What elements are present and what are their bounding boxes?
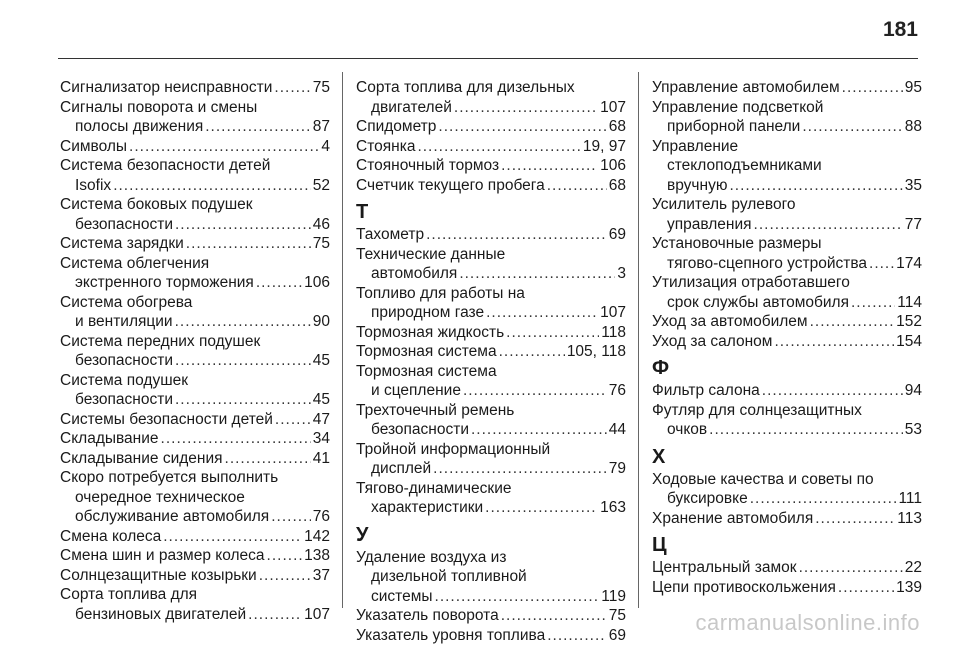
index-entry xyxy=(356,362,626,401)
entry-text: Цепи противоскольжения xyxy=(652,578,836,598)
entry-text-line: Установочные размеры xyxy=(652,234,922,254)
entry-page-ref: 47 xyxy=(313,410,330,430)
entry-page-ref: 41 xyxy=(313,449,330,469)
entry-page-ref: 3 xyxy=(617,264,626,284)
watermark: carmanualsonline.info xyxy=(695,610,920,636)
entry-page-ref: 52 xyxy=(313,176,330,196)
dot-leader xyxy=(547,176,607,196)
dot-leader xyxy=(435,587,600,607)
entry-page-ref: 77 xyxy=(905,215,922,235)
entry-page-ref: 79 xyxy=(609,459,626,479)
entry-page-ref: 119 xyxy=(601,587,626,607)
section-letter: Т xyxy=(356,201,626,223)
dot-leader xyxy=(175,351,311,371)
index-entry xyxy=(356,401,626,440)
entry-text: Управление автомобилем xyxy=(652,78,840,98)
entry-text: Стояночный тормоз xyxy=(356,156,499,176)
index-entry xyxy=(60,234,330,254)
dot-leader xyxy=(501,606,607,626)
entry-text: приборной панели xyxy=(667,117,800,137)
entry-text: полосы движения xyxy=(75,117,203,137)
index-entry xyxy=(356,606,626,626)
page-number: 181 xyxy=(883,18,918,42)
index-entry xyxy=(356,156,626,176)
entry-page-ref: 69 xyxy=(609,225,626,245)
index-entry xyxy=(356,284,626,323)
dot-leader xyxy=(205,117,311,137)
dot-leader xyxy=(485,498,598,518)
entry-text-line: Система безопасности детей xyxy=(60,156,330,176)
entry-page-ref: 69 xyxy=(609,626,626,645)
entry-page-ref: 76 xyxy=(313,507,330,527)
index-entry xyxy=(356,137,626,157)
entry-text: Фильтр салона xyxy=(652,381,760,401)
index-column-3 xyxy=(652,78,922,597)
index-entry xyxy=(60,254,330,293)
entry-page-ref: 105, 118 xyxy=(567,342,626,362)
dot-leader xyxy=(838,578,894,598)
entry-page-ref: 45 xyxy=(313,351,330,371)
index-entry xyxy=(356,117,626,137)
entry-page-ref: 113 xyxy=(897,509,922,529)
entry-text-line: Удаление воздуха из xyxy=(356,548,626,568)
entry-text: безопасности xyxy=(75,390,173,410)
index-entry xyxy=(356,548,626,607)
dot-leader xyxy=(129,137,319,157)
entry-text: Смена колеса xyxy=(60,527,161,547)
entry-text-line: Ходовые качества и советы по xyxy=(652,470,922,490)
dot-leader xyxy=(454,98,598,118)
index-entry xyxy=(652,312,922,332)
dot-leader xyxy=(161,429,311,449)
entry-text: управления xyxy=(667,215,752,235)
dot-leader xyxy=(274,78,310,98)
entry-page-ref: 46 xyxy=(313,215,330,235)
entry-text: Указатель уровня топлива xyxy=(356,626,545,645)
entry-text-line: Сорта топлива для xyxy=(60,585,330,605)
entry-text-line: Технические данные xyxy=(356,245,626,265)
entry-page-ref: 90 xyxy=(313,312,330,332)
index-entry xyxy=(356,78,626,117)
entry-text: дисплей xyxy=(371,459,431,479)
entry-text-line: Система обогрева xyxy=(60,293,330,313)
index-entry xyxy=(60,449,330,469)
index-column-1 xyxy=(60,78,330,624)
entry-text: характеристики xyxy=(371,498,483,518)
entry-page-ref: 75 xyxy=(609,606,626,626)
index-entry xyxy=(652,234,922,273)
dot-leader xyxy=(750,489,897,509)
header-rule xyxy=(58,58,918,59)
entry-text-line: Тягово-динамические xyxy=(356,479,626,499)
dot-leader xyxy=(259,566,311,586)
entry-page-ref: 22 xyxy=(905,558,922,578)
dot-leader xyxy=(762,381,903,401)
entry-text: Хранение автомобиля xyxy=(652,509,813,529)
dot-leader xyxy=(175,215,311,235)
index-entry xyxy=(356,323,626,343)
entry-text: Тормозная система xyxy=(356,342,497,362)
dot-leader xyxy=(175,390,311,410)
entry-text: тягово-сцепного устройства xyxy=(667,254,867,274)
entry-text-line: Усилитель рулевого xyxy=(652,195,922,215)
index-entry xyxy=(60,195,330,234)
index-column-2 xyxy=(356,78,626,645)
index-entry xyxy=(60,78,330,98)
entry-text-line: Сигналы поворота и смены xyxy=(60,98,330,118)
dot-leader xyxy=(499,342,565,362)
entry-page-ref: 76 xyxy=(609,381,626,401)
index-entry xyxy=(652,137,922,196)
dot-leader xyxy=(810,312,895,332)
index-entry xyxy=(652,470,922,509)
entry-text-line: Трехточечный ремень xyxy=(356,401,626,421)
entry-text: Тормозная жидкость xyxy=(356,323,504,343)
entry-page-ref: 154 xyxy=(896,332,922,352)
entry-text-line: Топливо для работы на xyxy=(356,284,626,304)
entry-text: безопасности xyxy=(371,420,469,440)
dot-leader xyxy=(459,264,615,284)
index-entry xyxy=(652,578,922,598)
dot-leader xyxy=(256,273,302,293)
index-entry xyxy=(356,176,626,196)
section-letter: У xyxy=(356,524,626,546)
entry-page-ref: 68 xyxy=(609,117,626,137)
entry-page-ref: 107 xyxy=(304,605,330,625)
dot-leader xyxy=(754,215,903,235)
entry-text: системы xyxy=(371,587,433,607)
index-entry xyxy=(60,137,330,157)
entry-text: очков xyxy=(667,420,707,440)
entry-page-ref: 152 xyxy=(896,312,922,332)
entry-text: Спидометр xyxy=(356,117,436,137)
entry-text: и сцепление xyxy=(371,381,461,401)
entry-text: Солнцезащитные козырьки xyxy=(60,566,257,586)
entry-text: Стоянка xyxy=(356,137,415,157)
dot-leader xyxy=(709,420,903,440)
index-entry xyxy=(356,626,626,645)
dot-leader xyxy=(163,527,302,547)
index-entry xyxy=(60,429,330,449)
entry-page-ref: 138 xyxy=(304,546,330,566)
entry-page-ref: 75 xyxy=(313,78,330,98)
entry-text: Центральный замок xyxy=(652,558,797,578)
index-entry xyxy=(652,401,922,440)
entry-text: Счетчик текущего пробега xyxy=(356,176,545,196)
dot-leader xyxy=(113,176,311,196)
entry-page-ref: 34 xyxy=(313,429,330,449)
entry-page-ref: 163 xyxy=(600,498,626,518)
entry-text: Складывание xyxy=(60,429,159,449)
index-entry xyxy=(60,332,330,371)
index-entry xyxy=(652,78,922,98)
dot-leader xyxy=(851,293,895,313)
index-entry xyxy=(60,585,330,624)
dot-leader xyxy=(248,605,302,625)
index-entry xyxy=(356,440,626,479)
index-entry xyxy=(652,195,922,234)
entry-text-line: Футляр для солнцезащитных xyxy=(652,401,922,421)
entry-text-line: Система облегчения xyxy=(60,254,330,274)
entry-page-ref: 111 xyxy=(898,489,922,509)
entry-text: обслуживание автомобиля xyxy=(75,507,269,527)
column-divider xyxy=(638,72,639,608)
index-entry xyxy=(60,293,330,332)
dot-leader xyxy=(275,410,311,430)
entry-text: Система зарядки xyxy=(60,234,184,254)
index-entry xyxy=(60,156,330,195)
entry-page-ref: 37 xyxy=(313,566,330,586)
entry-text: Уход за автомобилем xyxy=(652,312,808,332)
entry-text: Isofix xyxy=(75,176,111,196)
entry-text: двигателей xyxy=(371,98,452,118)
index-entry xyxy=(652,273,922,312)
dot-leader xyxy=(433,459,607,479)
dot-leader xyxy=(842,78,903,98)
entry-text-line: Сорта топлива для дизельных xyxy=(356,78,626,98)
entry-text: буксировке xyxy=(667,489,748,509)
entry-page-ref: 174 xyxy=(896,254,922,274)
index-entry xyxy=(652,509,922,529)
entry-page-ref: 142 xyxy=(304,527,330,547)
dot-leader xyxy=(729,176,902,196)
column-divider xyxy=(342,72,343,608)
entry-page-ref: 75 xyxy=(313,234,330,254)
section-letter: Ц xyxy=(652,534,922,556)
dot-leader xyxy=(547,626,607,645)
entry-text-line: Управление подсветкой xyxy=(652,98,922,118)
index-entry xyxy=(60,468,330,527)
entry-page-ref: 106 xyxy=(304,273,330,293)
index-entry xyxy=(60,98,330,137)
dot-leader xyxy=(417,137,580,157)
index-entry xyxy=(60,527,330,547)
dot-leader xyxy=(506,323,599,343)
entry-text: срок службы автомобиля xyxy=(667,293,849,313)
entry-page-ref: 35 xyxy=(905,176,922,196)
entry-text: и вентиляции xyxy=(75,312,173,332)
entry-text: безопасности xyxy=(75,351,173,371)
dot-leader xyxy=(802,117,902,137)
entry-page-ref: 107 xyxy=(600,98,626,118)
index-entry xyxy=(356,225,626,245)
entry-text: Системы безопасности детей xyxy=(60,410,273,430)
entry-text: природном газе xyxy=(371,303,484,323)
dot-leader xyxy=(438,117,606,137)
entry-page-ref: 88 xyxy=(905,117,922,137)
dot-leader xyxy=(471,420,607,440)
entry-text: Смена шин и размер колеса xyxy=(60,546,265,566)
index-entry xyxy=(652,558,922,578)
index-entry xyxy=(356,342,626,362)
index-entry xyxy=(60,410,330,430)
entry-page-ref: 4 xyxy=(321,137,330,157)
dot-leader xyxy=(774,332,894,352)
entry-text: Складывание сидения xyxy=(60,449,223,469)
entry-text-line: дизельной топливной xyxy=(356,567,626,587)
entry-page-ref: 45 xyxy=(313,390,330,410)
dot-leader xyxy=(175,312,311,332)
entry-page-ref: 95 xyxy=(905,78,922,98)
entry-page-ref: 53 xyxy=(905,420,922,440)
entry-page-ref: 87 xyxy=(313,117,330,137)
entry-text-line: Управление xyxy=(652,137,922,157)
entry-text-line: стеклоподъемниками xyxy=(652,156,922,176)
entry-text: вручную xyxy=(667,176,727,196)
section-letter: Ф xyxy=(652,357,922,379)
entry-text: Указатель поворота xyxy=(356,606,499,626)
entry-text-line: Утилизация отработавшего xyxy=(652,273,922,293)
dot-leader xyxy=(869,254,894,274)
entry-page-ref: 19, 97 xyxy=(583,137,626,157)
entry-text: автомобиля xyxy=(371,264,457,284)
entry-page-ref: 139 xyxy=(896,578,922,598)
index-entry xyxy=(60,566,330,586)
entry-text: Символы xyxy=(60,137,127,157)
entry-page-ref: 106 xyxy=(600,156,626,176)
entry-text-line: Система подушек xyxy=(60,371,330,391)
entry-text: бензиновых двигателей xyxy=(75,605,246,625)
index-entry xyxy=(652,381,922,401)
entry-text: Уход за салоном xyxy=(652,332,772,352)
entry-page-ref: 107 xyxy=(600,303,626,323)
entry-text-line: Скоро потребуется выполнить xyxy=(60,468,330,488)
index-entry xyxy=(652,98,922,137)
dot-leader xyxy=(486,303,598,323)
entry-text-line: Система передних подушек xyxy=(60,332,330,352)
dot-leader xyxy=(225,449,311,469)
entry-page-ref: 44 xyxy=(609,420,626,440)
dot-leader xyxy=(271,507,311,527)
index-entry xyxy=(60,546,330,566)
index-entry xyxy=(356,479,626,518)
entry-text: экстренного торможения xyxy=(75,273,254,293)
dot-leader xyxy=(463,381,607,401)
section-letter: Х xyxy=(652,446,922,468)
dot-leader xyxy=(186,234,311,254)
entry-text-line: Система боковых подушек xyxy=(60,195,330,215)
dot-leader xyxy=(799,558,903,578)
entry-page-ref: 68 xyxy=(609,176,626,196)
entry-text-line: очередное техническое xyxy=(60,488,330,508)
entry-text: безопасности xyxy=(75,215,173,235)
entry-text: Сигнализатор неисправности xyxy=(60,78,272,98)
entry-page-ref: 94 xyxy=(905,381,922,401)
entry-text-line: Тройной информационный xyxy=(356,440,626,460)
dot-leader xyxy=(815,509,895,529)
entry-text: Тахометр xyxy=(356,225,424,245)
dot-leader xyxy=(501,156,598,176)
index-entry xyxy=(652,332,922,352)
entry-page-ref: 114 xyxy=(897,293,922,313)
dot-leader xyxy=(267,546,303,566)
entry-text-line: Тормозная система xyxy=(356,362,626,382)
index-entry xyxy=(60,371,330,410)
index-entry xyxy=(356,245,626,284)
entry-page-ref: 118 xyxy=(601,323,626,343)
dot-leader xyxy=(426,225,607,245)
